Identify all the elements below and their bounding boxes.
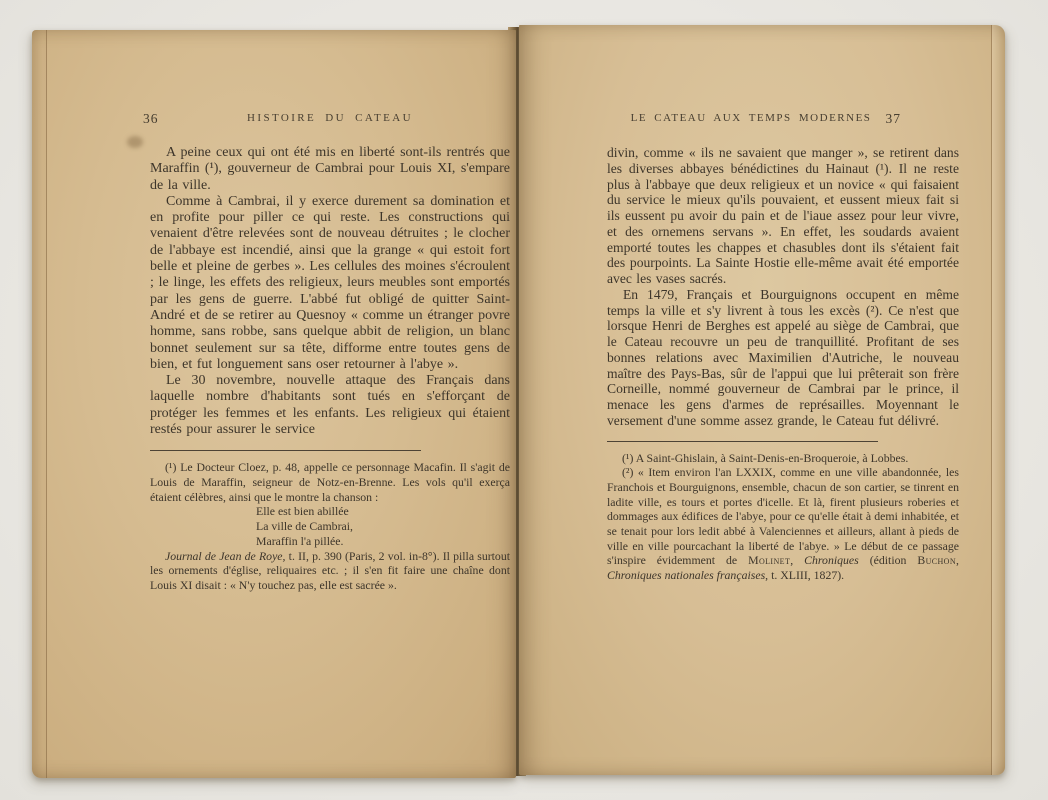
left-page — [32, 30, 516, 778]
footnote — [607, 451, 959, 466]
verse-line: Elle est bien abillée — [256, 504, 349, 519]
footnote-marker: (²) — [622, 465, 638, 480]
body-paragraph: En 1479, Français et Bourguignons occupent en même temps la ville et s'y livrent à tous les excès (²). Ce n'est que lorsque Henri de Berghes est appelé au siège de Cambrai, que le Cateau recouvre un peu de tranquillité. Profitant de ses bonnes relations avec Maximilien d'Autriche, le nouveau maître des Pays-Bas, sûr de l'appui que lui prêterait son frère Corneille, nommé gouverneur de Cambrai par le prince, il menace les gens d'armes de représailles. Moyennant le versement d'une somme assez grande, le Cateau fut délivré. — [607, 286, 959, 428]
right-page-body — [607, 145, 959, 429]
footnote-work: Chroniques — [804, 553, 859, 568]
verse-line: La ville de Cambrai, — [256, 519, 353, 534]
footnote-text: , — [956, 553, 959, 568]
footnote-text: « Item environ l'an LXXIX, comme en une ville abandonnée, les Franchois et Bourguignons, ensemble, chacun de son cartier, se tinrent en ladite ville, es tours et portes d'icelle. Et là, firent plusieurs roberies et dommages aux édifices de l'abye, pour ce qu'elle était à demi inhabitée, et se tenait pour lors ledit abbé à Valenciennes et ailleurs, allant à pieds de ville en ville pourcachant la liberté de l'abye. » Le début de ce passage s'inspire évidemment de — [607, 465, 959, 568]
left-page-body — [150, 145, 510, 438]
footnote-marker: (¹) — [622, 450, 636, 465]
footnote-work: Chroniques nationales françaises — [607, 568, 766, 583]
left-running-title: HISTOIRE DU CATEAU — [247, 112, 413, 124]
footnote-citation — [150, 549, 510, 593]
citation-title: Journal de Jean de Roye, — [165, 548, 286, 563]
right-page-header — [607, 112, 959, 130]
footnote-text: A Saint-Ghislain, à Saint-Denis-en-Broqueroie, à Lobbes. — [635, 450, 909, 465]
footnote-text: , t. XLIII, 1827). — [765, 568, 845, 583]
body-paragraph: Comme à Cambrai, il y exerce durement sa domination et en profite pour piller ce qui reste. Les constructions qui venaient d'être relevées sont de nouveau détruites ; le clocher de l'abbaye est incendié, ainsi que la grange « qui estoit fort belle et pleine de gerbes ». Les cellules des moines s'écroulent ; le linge, les effets des religieux, leurs meubles sont emportés par les gens de guerre. L'abbé fut obligé de quitter Saint-André et de se retirer au Quesnoy « comme un étranger povre homme, sans robbe, sans quelque abbit de religion, un blanc bonnet seulement sur sa tête, difforme entre toutes gens de bien, et fut longuement sans oser retourner à l'abye ». — [150, 193, 510, 372]
footnote-separator — [607, 441, 878, 442]
footnote — [607, 465, 959, 583]
footnote-marker: (¹) — [165, 460, 181, 475]
body-paragraph: A peine ceux qui ont été mis en liberté sont-ils rentrés que Maraffin (¹), gouverneur de Cambrai pour Louis XI, s'empare de la ville. — [150, 145, 510, 193]
right-page-number: 37 — [885, 111, 901, 126]
footnote-text: , — [790, 553, 805, 568]
footnote — [150, 460, 510, 504]
right-page-footnotes — [607, 451, 959, 583]
left-page-footnotes — [150, 460, 510, 592]
body-paragraph: Le 30 novembre, nouvelle attaque des Français dans laquelle nombre d'habitants sont tués en s'efforçant de protéger les femmes et les enfants. Les religieux qui étaient restés pour assurer le service — [150, 373, 510, 438]
footnote-separator — [150, 450, 421, 451]
verse-line: Maraffin l'a pillée. — [256, 533, 344, 548]
body-paragraph: divin, comme « ils ne savaient que manger », se retirent dans les diverses abbayes bénédictines du Hainaut (¹). Il ne reste plus à l'abbaye que deux religieux et un novice « qui faisaient du service le mieux qu'ils pouvaient, et eussent mieux fait si ils eussent pu avoir du pain et de l'iaue assez pour leur vivre, et des ornemens servans ». En effet, les soudards avaient emporté toutes les chappes et chasubles dont ils s'étaient fait des pourpoints. La Sainte Hostie elle-même avait été emportée avec les vases sacrés. — [607, 145, 959, 286]
right-page-content — [607, 112, 959, 583]
right-page — [519, 25, 1005, 775]
footnote-text: Le Docteur Cloez, p. 48, appelle ce personnage Macafin. Il s'agit de Louis de Maraffin, seigneur de Notz-en-Brenne. Les vols qu'il exerça étaient célèbres, ainsi que le montre la chanson : — [150, 460, 511, 504]
footnote-author: Buchon — [917, 553, 957, 568]
left-page-number: 36 — [143, 111, 159, 126]
left-page-content — [143, 111, 511, 593]
citation-text: t. II, p. 390 (Paris, 2 vol. in-8°). Il pilla surtout les ornements d'église, reliquaires etc. ; il s'en fit faire une chaîne dont Louis XI disait : « N'y touchez pas, elle est sacrée ». — [150, 548, 511, 592]
left-page-header — [143, 111, 510, 130]
footnote-author: Molinet — [748, 553, 791, 568]
page-stain — [127, 136, 143, 148]
footnote-verse — [256, 504, 510, 548]
right-running-title: LE CATEAU AUX TEMPS MODERNES — [630, 112, 872, 124]
footnote-text: (édition — [858, 553, 918, 568]
